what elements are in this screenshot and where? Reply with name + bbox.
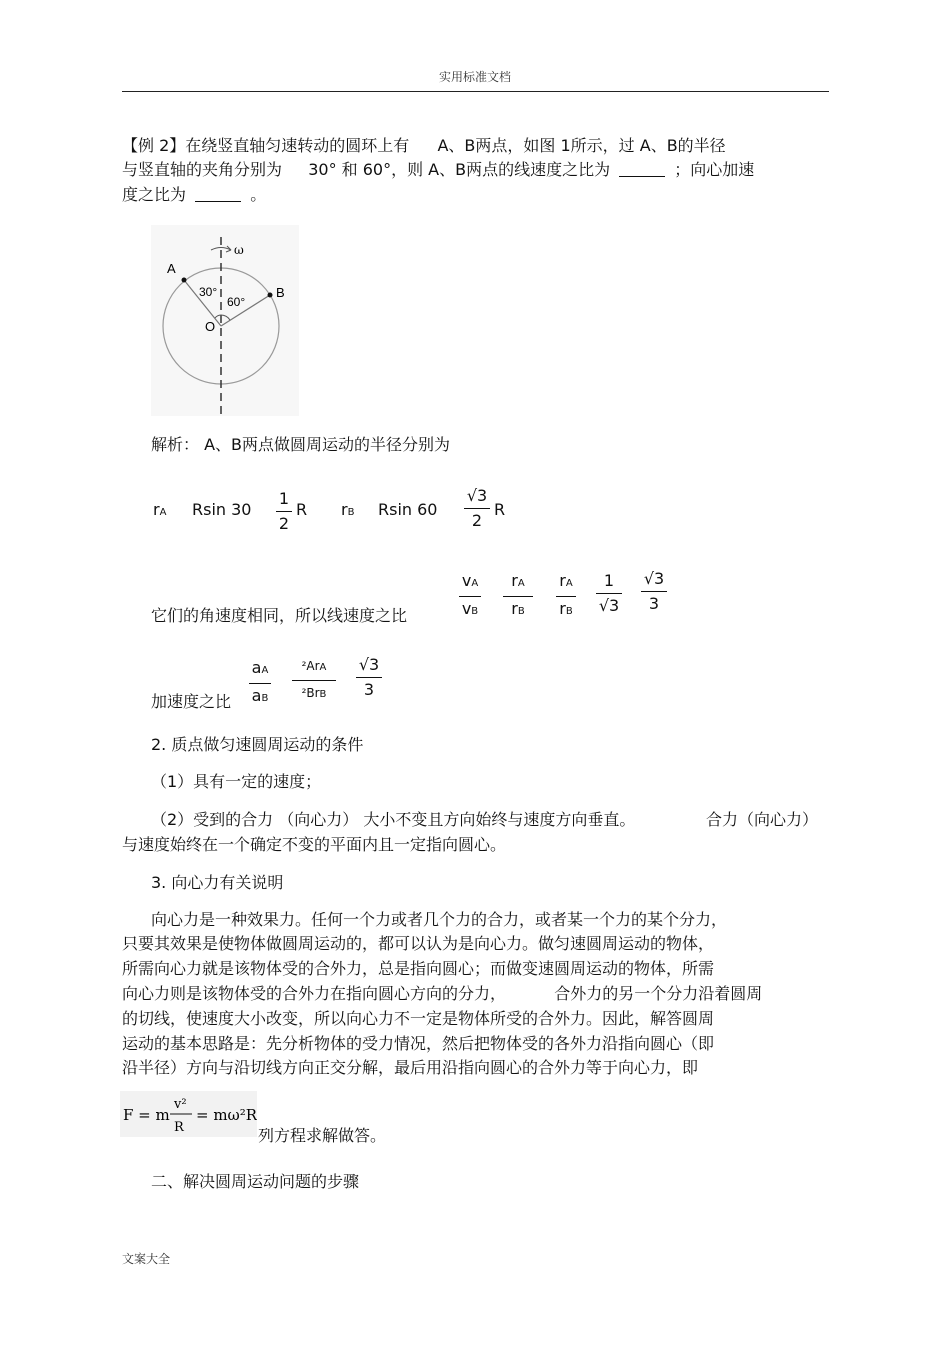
section-3-line-4b: 合外力的另一个分力沿着圆周 [554, 984, 763, 1003]
sqrt3-den: √3 [598, 596, 620, 615]
section-two-title: 二、解决圆周运动问题的步骤 [151, 1172, 360, 1191]
ra-num-sub: A [517, 578, 525, 589]
fraction-omega2r [292, 656, 336, 705]
two-den: 2 [471, 511, 483, 530]
svg-text:= mω²R: = mω²R [196, 1106, 257, 1124]
fraction-ra-rb [556, 571, 576, 622]
example-line-3b: 。 [250, 185, 267, 204]
ra-num-r-2: r [559, 571, 566, 590]
ab-sub: B [261, 693, 269, 704]
label-o: O [205, 319, 216, 334]
fraction-sqrt3-3-accel [356, 655, 382, 700]
fraction-sqrt3-2 [464, 486, 490, 531]
svg-text:v²: v² [174, 1097, 187, 1112]
rb-den-sub-2: B [565, 606, 573, 617]
rsin30: Rsin 30 [192, 500, 252, 519]
point-a [182, 278, 187, 283]
sqrt3-num-2: √3 [643, 569, 665, 588]
example-line-1 [122, 134, 726, 158]
omega-label: ω [234, 243, 244, 257]
section-3-line-2: 只要其效果是使物体做圆周运动的，都可以认为是向心力。做匀速圆周运动的物体， [122, 934, 715, 953]
ra-symbol [153, 500, 166, 519]
section-2-title: 2. 质点做匀速圆周运动的条件 [151, 735, 364, 754]
ra-sub: A [159, 507, 167, 518]
page-header: 实用标准文档 [438, 70, 511, 84]
speed-ratio-text: 它们的角速度相同，所以线速度之比 [151, 606, 408, 625]
svg-text:R: R [174, 1120, 184, 1135]
section-2-item-2a: （2）受到的合力 （向心力） 大小不变且方向始终与速度方向垂直。 [151, 810, 636, 829]
section-2-item-2b: 合力（向心力） [706, 810, 819, 829]
rsin60: Rsin 60 [378, 500, 438, 519]
fraction-aa-ab [249, 658, 271, 709]
one-num: 1 [603, 571, 615, 590]
rotation-arrow-icon [211, 248, 231, 251]
circle-diagram [151, 225, 299, 416]
fraction-1-sqrt3 [596, 571, 622, 616]
accel-sqrt3: √3 [358, 655, 380, 674]
accel-three: 3 [363, 680, 375, 699]
section-3-line-4a: 向心力则是该物体受的合外力在指向圆心方向的分力， [122, 984, 507, 1003]
formula-svg [120, 1091, 257, 1137]
r-after-sqrt3: R [494, 500, 506, 519]
example-line-2c: ；向心加速 [674, 160, 755, 179]
omega-ra: ²Ar [301, 659, 320, 673]
rb-den-r-2: r [559, 599, 566, 618]
example-line-3a: 度之比为 [122, 185, 187, 204]
ra-r: r [153, 500, 160, 519]
example-line-3 [122, 183, 266, 207]
accel-ratio-text: 加速度之比 [151, 692, 232, 711]
angle-arc-a [215, 315, 221, 318]
formula-tail: 列方程求解做答。 [258, 1126, 387, 1145]
half-num: 1 [278, 489, 290, 508]
section-2-item-2c: 与速度始终在一个确定不变的平面内且一定指向圆心。 [122, 835, 507, 854]
omega-rb: ²Br [301, 686, 320, 700]
section-3-line-1: 向心力是一种效果力。任何一个力或者几个力的合力，或者某一个力的某个分力， [151, 910, 728, 929]
ra-num-r: r [511, 571, 518, 590]
svg-text:F = m: F = m [123, 1106, 170, 1124]
half-den: 2 [278, 514, 290, 533]
answer-blank-speed[interactable] [619, 162, 665, 177]
analysis-intro: 解析： A、B两点做圆周运动的半径分别为 [151, 435, 451, 454]
rb-den-sub: B [517, 606, 525, 617]
angle-arc-b [221, 315, 230, 320]
rb-den-r: r [511, 599, 518, 618]
rb-symbol [341, 500, 354, 519]
point-b [268, 293, 273, 298]
section-3-line-4 [122, 982, 762, 1006]
va-sub: A [471, 578, 479, 589]
section-3-line-5: 的切线，使速度大小改变，所以向心力不一定是物体所受的合外力。因此，解答圆周 [122, 1009, 715, 1028]
fraction-va-vb [459, 571, 481, 622]
rb-r: r [341, 500, 348, 519]
aa-sub: A [261, 665, 269, 676]
label-b: B [276, 285, 285, 300]
header-divider [122, 91, 829, 92]
example-line-1a: 【例 2】在绕竖直轴匀速转动的圆环上有 [122, 136, 410, 155]
aa-a: a [251, 658, 262, 677]
section-3-line-3: 所需向心力就是该物体受的合外力，总是指向圆心；而做变速圆周运动的物体，所需 [122, 959, 715, 978]
section-3-line-7: 沿半径）方向与沿切线方向正交分解，最后用沿指向圆心的合外力等于向心力，即 [122, 1058, 699, 1077]
fraction-half [276, 489, 292, 534]
omega-rb-sub: B [319, 689, 327, 700]
example-line-2b: 30° 和 60°，则 A、B两点的线速度之比为 [308, 160, 611, 179]
rb-sub: B [347, 507, 355, 518]
figure-1 [151, 225, 299, 416]
centripetal-force-formula [120, 1091, 257, 1137]
fraction-sqrt3-3 [641, 569, 667, 614]
section-3-line-6: 运动的基本思路是：先分析物体的受力情况，然后把物体受的各外力沿指向圆心（即 [122, 1034, 715, 1053]
section-2-item-1: （1）具有一定的速度； [151, 772, 322, 791]
angle-label-30: 30° [199, 285, 218, 299]
answer-blank-accel[interactable] [195, 187, 241, 202]
va-v: v [461, 571, 472, 590]
ra-num-sub-2: A [565, 578, 573, 589]
label-a: A [167, 261, 176, 276]
three-den: 3 [648, 594, 660, 613]
r-after-half: R [296, 500, 308, 519]
angle-label-60: 60° [227, 295, 246, 309]
vb-sub: B [471, 606, 479, 617]
sqrt3-num: √3 [466, 486, 488, 505]
example-line-1b: A、B两点，如图 1所示，过 A、B的半径 [437, 136, 726, 155]
page-footer: 文案大全 [122, 1252, 171, 1266]
omega-ra-sub: A [319, 662, 327, 673]
example-line-2a: 与竖直轴的夹角分别为 [122, 160, 283, 179]
vb-v: v [461, 599, 472, 618]
example-line-2 [122, 158, 754, 182]
ab-a: a [251, 686, 262, 705]
section-3-title: 3. 向心力有关说明 [151, 873, 284, 892]
fraction-omega-ra-rb [503, 571, 533, 622]
